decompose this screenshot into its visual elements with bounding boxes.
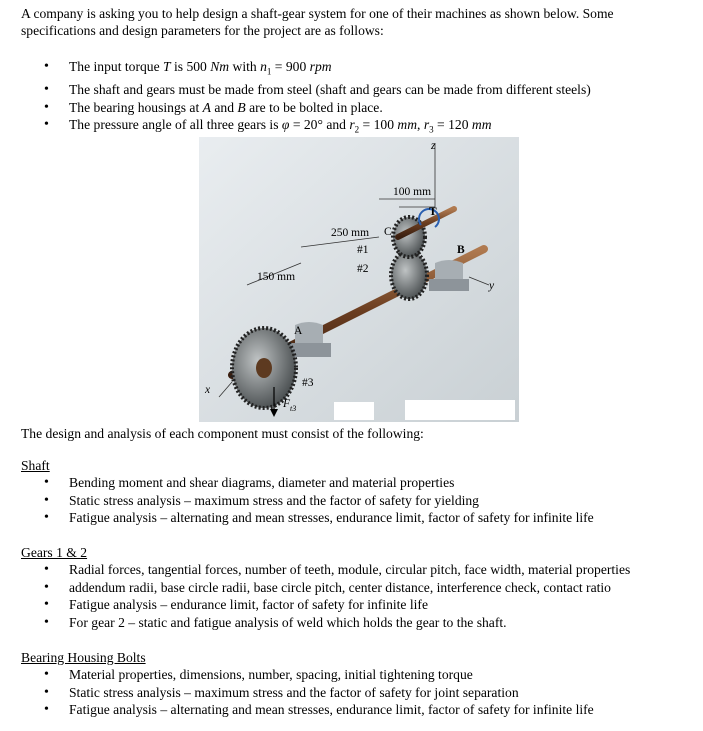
axis-y-label: y xyxy=(489,280,495,292)
label-B: B xyxy=(457,244,465,256)
shaft-heading: Shaft xyxy=(21,458,50,473)
list-item: • Static stress analysis – maximum stress and the factor of safety for yielding xyxy=(44,492,594,510)
dim-150-label: 150 mm xyxy=(257,271,296,283)
axis-z-label: z xyxy=(431,140,436,152)
list-item: • Radial forces, tangential forces, number of teeth, module, circular pitch, face width, material properties xyxy=(44,561,630,579)
gear-3-label: #3 xyxy=(302,377,314,389)
spec-bearing: • The bearing housings at A and B are to be bolted in place. xyxy=(44,99,591,117)
label-C: C xyxy=(384,226,392,238)
shaft-gear-figure xyxy=(199,137,519,422)
spec-pressure-angle: • The pressure angle of all three gears is φ = 20° and $r_2 = 100$ mm, $r_3 = 120$ mm xyxy=(44,116,591,139)
gear-2-label: #2 xyxy=(357,263,369,275)
spec-material: • The shaft and gears must be made from steel (shaft and gears can be made from different steels) xyxy=(44,81,591,99)
shaft-list xyxy=(44,474,594,527)
list-item: • Bending moment and shear diagrams, diameter and material properties xyxy=(44,474,594,492)
force-label: $F_{t3}$ xyxy=(283,398,297,413)
gears-list xyxy=(44,561,630,631)
list-item: • Fatigue analysis – endurance limit, factor of safety for infinite life xyxy=(44,596,630,614)
design-intro: The design and analysis of each component must consist of the following: xyxy=(21,426,424,441)
label-T: T xyxy=(429,206,437,218)
list-item: • For gear 2 – static and fatigue analysis of weld which holds the gear to the shaft. xyxy=(44,614,630,632)
bolts-list xyxy=(44,666,594,719)
intro-paragraph: A company is asking you to help design a shaft-gear system for one of their machines as shown below. Some specifications and design parameters for the project are as follows: xyxy=(21,6,614,38)
spec-list xyxy=(44,58,591,139)
spec-torque: • The input torque T is 500 Nm with $n_1 = 900$ rpm xyxy=(44,58,591,81)
list-item: • addendum radii, base circle radii, base circle pitch, center distance, interference check, contact ratio xyxy=(44,579,630,597)
label-A: A xyxy=(294,325,303,337)
gears-heading: Gears 1 & 2 xyxy=(21,545,88,560)
dim-100-label: 100 mm xyxy=(393,186,432,198)
figure-blank-box-2 xyxy=(405,400,515,420)
axis-x-label: x xyxy=(205,384,211,396)
dim-250-label: 250 mm xyxy=(331,227,370,239)
list-item: • Fatigue analysis – alternating and mean stresses, endurance limit, factor of safety for infinite life xyxy=(44,509,594,527)
bolts-heading: Bearing Housing Bolts xyxy=(21,650,146,665)
list-item: • Static stress analysis – maximum stress and the factor of safety for joint separation xyxy=(44,684,594,702)
list-item: • Material properties, dimensions, number, spacing, initial tightening torque xyxy=(44,666,594,684)
gear-1-label: #1 xyxy=(357,244,369,256)
list-item: • Fatigue analysis – alternating and mean stresses, endurance limit, factor of safety for infinite life xyxy=(44,701,594,719)
figure-blank-box-1 xyxy=(334,402,374,420)
bearing-B xyxy=(429,279,469,291)
